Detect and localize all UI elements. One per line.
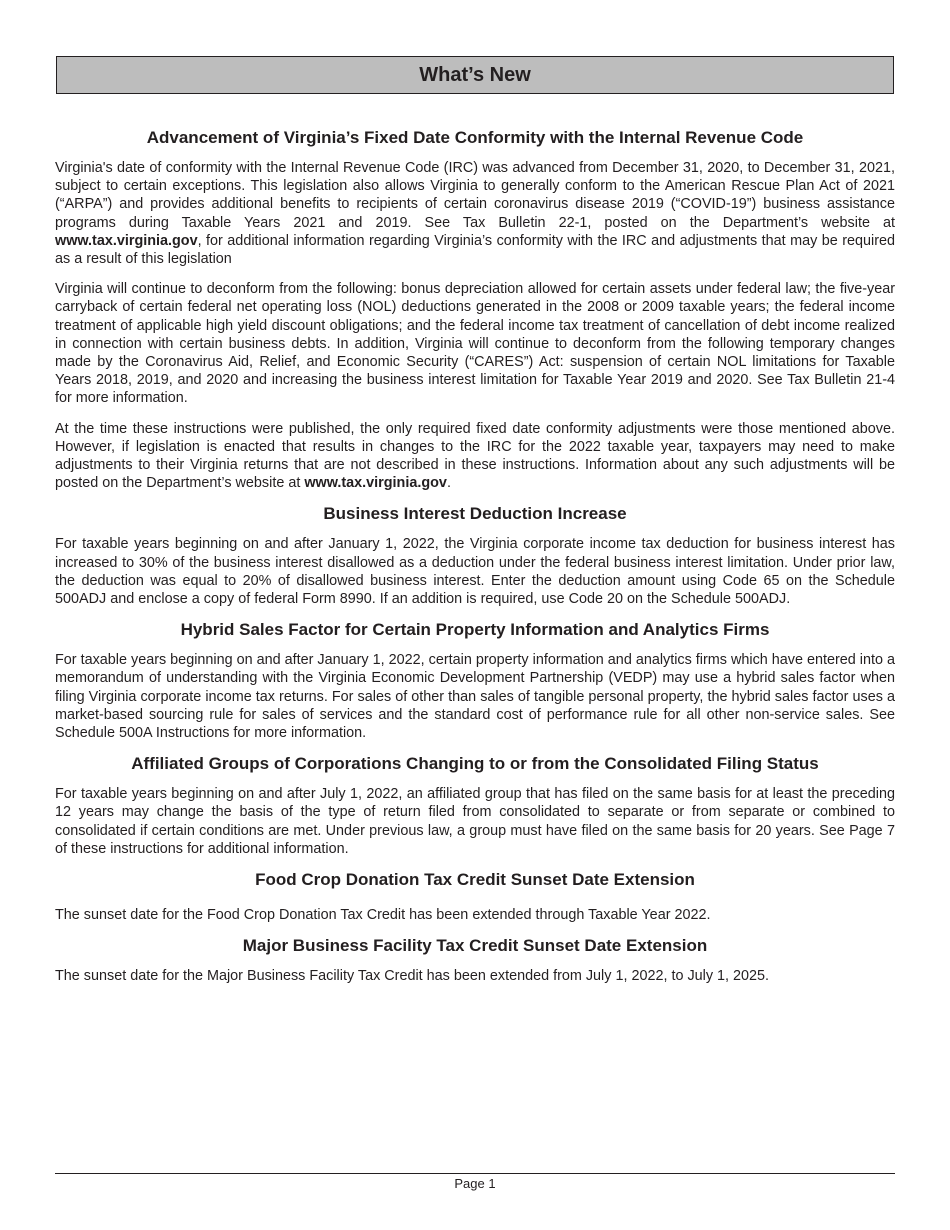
section-heading: Affiliated Groups of Corporations Changing to or from the Consolidated Filing Status	[131, 754, 819, 774]
section-heading: Business Interest Deduction Increase	[323, 504, 627, 524]
paragraph: For taxable years beginning on and after January 1, 2022, certain property information and analytics firms which have entered into a memorandum of understanding with the Virginia Economic Development Partnership (VEDP) may use a hybrid sales factor when filing Virginia corporate income tax returns. For sales of other than sales of tangible personal property, the hybrid sales factor uses a market-based sourcing rule for sales of services and the standard cost of performance rule for all other non-service sales. See Schedule 500A Instructions for more information.	[55, 652, 895, 742]
paragraph	[55, 420, 895, 493]
paragraph: The sunset date for the Major Business Facility Tax Credit has been extended from July 1, 2022, to July 1, 2025.	[55, 968, 770, 985]
text: , for additional information regarding Virginia’s conformity with the IRC and adjustments that may be required as a result of this legislation	[55, 232, 895, 268]
section-heading: Hybrid Sales Factor for Certain Property Information and Analytics Firms	[180, 620, 770, 640]
page-number: Page 1	[454, 1176, 496, 1191]
paragraph: For taxable years beginning on and after July 1, 2022, an affiliated group that has filed on the same basis for at least the preceding 12 years may change the basis of the type of return filed from consolidated to separate or from separate or combined to consolidated if certain conditions are met. Under previous law, a group must have filed on the same basis for 20 years. See Page 7 of these instructions for additional information.	[55, 786, 895, 857]
paragraph: For taxable years beginning on and after January 1, 2022, the Virginia corporate income tax deduction for business interest has increased to 30% of the business interest disallowed as a deduction under the federal business interest limitation. Under prior law, the deduction was equal to 20% of disallowed business interest. Enter the deduction amount using Code 65 on the Schedule 500ADJ and enclose a copy of federal Form 8990. If an addition is required, use Code 20 on the Schedule 500ADJ.	[55, 536, 895, 608]
paragraph: Virginia will continue to deconform from the following: bonus depreciation allowed for certain assets under federal law; the five-year carryback of certain federal net operating loss (NOL) deductions generated in the 2008 or 2009 taxable years; the federal income treatment of applicable high yield discount obligations; and the federal income tax treatment of cancellation of debt income realized in connection with certain business debts. In addition, Virginia will continue to deconform from the following temporary changes made by the Coronavirus Aid, Relief, and Economic Security (“CARES”) Act: suspension of certain NOL limitations for Taxable Years 2018, 2019, and 2020 and increasing the business interest limitation for Taxable Year 2019 and 2020. See Tax Bulletin 21-4 for more information.	[55, 281, 895, 407]
text: .	[446, 475, 451, 492]
document-body	[55, 118, 895, 998]
paragraph: The sunset date for the Food Crop Donation Tax Credit has been extended through Taxable Year 2022.	[55, 907, 711, 924]
section-heading: Advancement of Virginia’s Fixed Date Conformity with the Internal Revenue Code	[146, 128, 804, 147]
page-title: What’s New	[56, 56, 894, 94]
footer-divider	[55, 1173, 895, 1174]
text: At the time these instructions were published, the only required fixed date conformity adjustments were those mentioned above. However, if legislation is enacted that results in changes to the IRC for the 2022 taxable year, taxpayers may need to make adjustments to their Virginia returns that are not described in these instructions. Information about any such adjustments will be posted on the Department’s website at	[55, 420, 895, 492]
website-link[interactable]: www.tax.virginia.gov	[55, 232, 198, 249]
paragraph	[55, 159, 895, 268]
website-link[interactable]: www.tax.virginia.gov	[304, 475, 447, 492]
section-heading: Major Business Facility Tax Credit Sunset Date Extension	[242, 936, 708, 956]
text: Virginia's date of conformity with the Internal Revenue Code (IRC) was advanced from December 31, 2020, to December 31, 2021, subject to certain exceptions. This legislation also allows Virginia to generally conform to the American Rescue Plan Act of 2021 (“ARPA”) and provides additional benefits to recipients of certain coronavirus disease 2019 (“COVID-19”) business assistance programs during Taxable Years 2021 and 2019. See Tax Bulletin 22-1, posted on the Department’s website at	[55, 160, 895, 231]
section-heading: Food Crop Donation Tax Credit Sunset Date Extension	[255, 870, 695, 890]
